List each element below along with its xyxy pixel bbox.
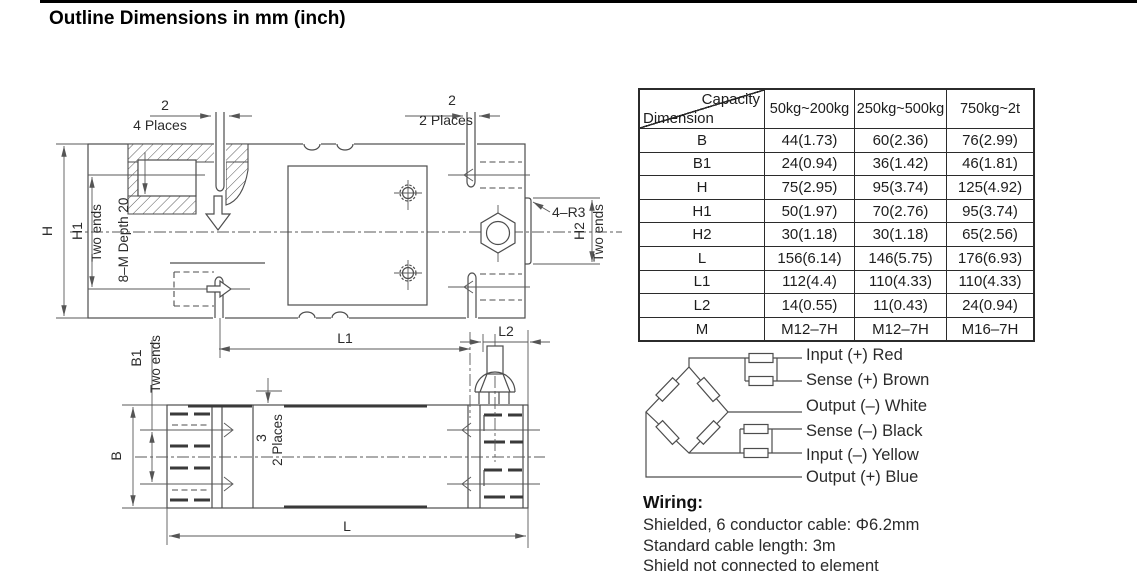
value-cell: 125(4.92) xyxy=(947,176,1035,200)
value-cell: 24(0.94) xyxy=(765,152,855,176)
wiring-note-shield: Shield not connected to element xyxy=(643,557,879,575)
table-row xyxy=(639,223,1034,247)
table-header-row xyxy=(639,89,1034,129)
wire-label-input-plus: Input (+) Red xyxy=(806,346,903,364)
dim-label-3: 3 xyxy=(253,434,269,442)
dim-2-right: 2 xyxy=(448,92,456,108)
dim-label-L: L xyxy=(343,518,351,534)
top-view-left-end xyxy=(88,110,265,358)
table-row xyxy=(639,246,1034,270)
value-cell: 156(6.14) xyxy=(765,246,855,270)
dim-label-B1: B1 xyxy=(128,349,144,367)
table-row xyxy=(639,199,1034,223)
column-header: 250kg~500kg xyxy=(855,89,947,129)
label-2-places-bottom: 2 Places xyxy=(270,414,285,466)
top-view-center-plate xyxy=(288,166,427,305)
dim-label-H1: H1 xyxy=(69,222,85,240)
label-radius: 4–R3 xyxy=(552,204,586,220)
dim-2-left: 2 xyxy=(161,97,169,113)
value-cell: 65(2.56) xyxy=(947,223,1035,247)
top-view-labels xyxy=(39,92,606,282)
table-row xyxy=(639,152,1034,176)
bottom-view-right-block xyxy=(447,334,540,497)
wire-label-output-minus: Output (–) White xyxy=(806,397,928,415)
bottom-view-labels xyxy=(108,323,514,534)
dimension-cell: L2 xyxy=(639,294,765,318)
top-view-right-end xyxy=(448,112,530,320)
value-cell: 76(2.99) xyxy=(947,129,1035,153)
value-cell: 36(1.42) xyxy=(855,152,947,176)
dim-label-B: B xyxy=(108,451,124,461)
column-header: 750kg~2t xyxy=(947,89,1035,129)
value-cell: 24(0.94) xyxy=(947,294,1035,318)
dim-label-L1: L1 xyxy=(337,330,353,346)
corner-label-capacity: Capacity xyxy=(701,91,760,108)
value-cell: M12–7H xyxy=(855,317,947,341)
dimension-cell: B1 xyxy=(639,152,765,176)
value-cell: 44(1.73) xyxy=(765,129,855,153)
dimension-cell: H2 xyxy=(639,223,765,247)
wiring-note-cable: Shielded, 6 conductor cable: Φ6.2mm xyxy=(643,516,920,534)
wire-label-sense-plus: Sense (+) Brown xyxy=(806,371,930,389)
label-two-ends-bottom: Two ends xyxy=(148,335,163,393)
corner-label-dimension: Dimension xyxy=(643,110,714,127)
table-row xyxy=(639,129,1034,153)
table-row xyxy=(639,176,1034,200)
wire-label-output-plus: Output (+) Blue xyxy=(806,468,919,486)
wiring-notes xyxy=(643,492,919,577)
dim-4-places: 4 Places xyxy=(133,117,187,133)
value-cell: 50(1.97) xyxy=(765,199,855,223)
dim-label-L2: L2 xyxy=(498,323,514,339)
dimension-cell: L1 xyxy=(639,270,765,294)
label-thread: 8–M Depth 20 xyxy=(116,197,131,283)
value-cell: 11(0.43) xyxy=(855,294,947,318)
value-cell: 46(1.81) xyxy=(947,152,1035,176)
value-cell: 110(4.33) xyxy=(947,270,1035,294)
table-row xyxy=(639,270,1034,294)
value-cell: 30(1.18) xyxy=(855,223,947,247)
wheatstone-bridge-diagram xyxy=(646,354,802,478)
dim-label-H: H xyxy=(39,225,55,237)
value-cell: M16–7H xyxy=(947,317,1035,341)
dimension-table xyxy=(638,88,1035,342)
value-cell: 60(2.36) xyxy=(855,129,947,153)
value-cell: 95(3.74) xyxy=(855,176,947,200)
value-cell: M12–7H xyxy=(765,317,855,341)
dimension-cell: B xyxy=(639,129,765,153)
label-two-ends-left: Two ends xyxy=(89,204,104,262)
column-header: 50kg~200kg xyxy=(765,89,855,129)
dimension-cell: M xyxy=(639,317,765,341)
dim-label-H2: H2 xyxy=(571,222,587,240)
dimension-cell: L xyxy=(639,246,765,270)
wire-label-sense-minus: Sense (–) Black xyxy=(806,422,923,440)
table-row xyxy=(639,294,1034,318)
wiring-heading: Wiring: xyxy=(643,492,704,512)
value-cell: 95(3.74) xyxy=(947,199,1035,223)
value-cell: 30(1.18) xyxy=(765,223,855,247)
value-cell: 110(4.33) xyxy=(855,270,947,294)
value-cell: 75(2.95) xyxy=(765,176,855,200)
table-row xyxy=(639,317,1034,341)
value-cell: 70(2.76) xyxy=(855,199,947,223)
capacity-dimension-corner-cell xyxy=(639,89,765,129)
bottom-view-dimensions xyxy=(122,330,550,548)
dim-2-places: 2 Places xyxy=(419,112,473,128)
value-cell: 112(4.4) xyxy=(765,270,855,294)
value-cell: 146(5.75) xyxy=(855,246,947,270)
dimension-cell: H xyxy=(639,176,765,200)
wiring-note-length: Standard cable length: 3m xyxy=(643,536,836,555)
wire-label-input-minus: Input (–) Yellow xyxy=(806,446,919,464)
label-two-ends-right: Two ends xyxy=(591,204,606,262)
page-title: Outline Dimensions in mm (inch) xyxy=(49,8,346,29)
value-cell: 176(6.93) xyxy=(947,246,1035,270)
dimension-cell: H1 xyxy=(639,199,765,223)
value-cell: 14(0.55) xyxy=(765,294,855,318)
